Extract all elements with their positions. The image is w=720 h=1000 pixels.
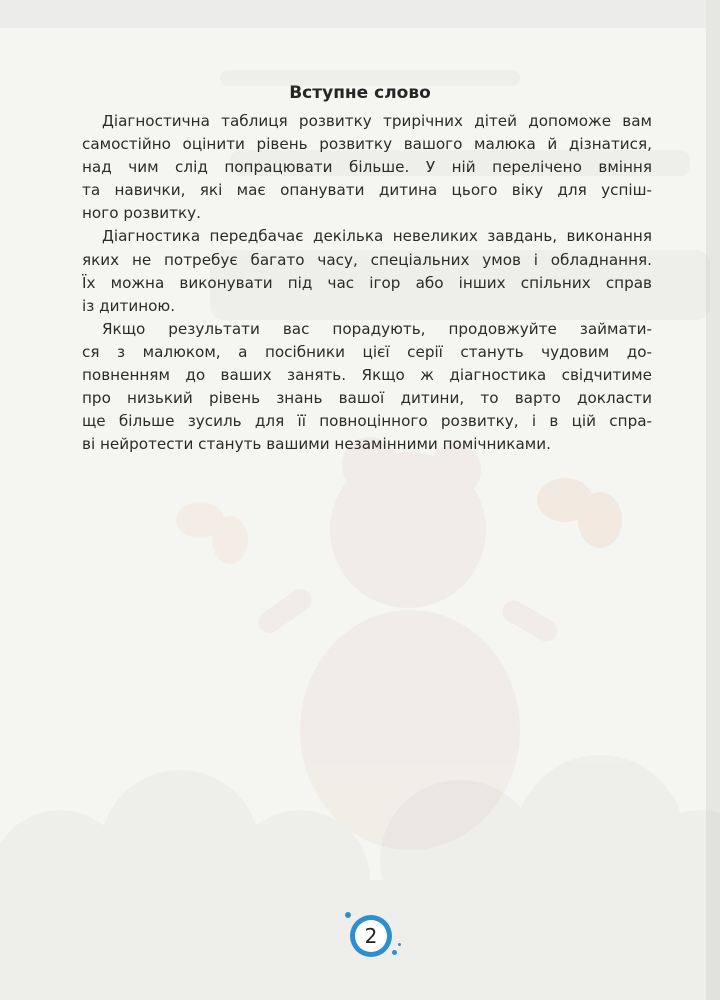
body-text xyxy=(82,110,652,456)
text-line: Діагностична таблиця розвитку трирічних дітей допоможе вам xyxy=(102,112,652,130)
text-line: ся з малюком, а посібники цієї серії стануть чудовим до- xyxy=(82,342,652,361)
text-line: із дитиною. xyxy=(82,296,176,315)
page-number-badge-inner xyxy=(355,920,387,952)
faded-figure xyxy=(254,437,561,850)
faded-butterfly-left xyxy=(176,502,248,564)
decorative-dot xyxy=(345,912,351,918)
decorative-dot xyxy=(392,950,397,955)
page-number-badge xyxy=(350,915,392,957)
text-line: ще більше зусиль для її повноцінного розвитку, і в цій спра- xyxy=(82,412,652,431)
faded-butterfly-right xyxy=(537,478,622,548)
text-line: та навички, які має опанувати дитина цього віку для успіш- xyxy=(82,181,652,200)
page-title: Вступне слово xyxy=(289,83,431,103)
text-line: ві нейротести стануть вашими незамінними помічниками. xyxy=(82,435,551,454)
text-line: Діагностика передбачає декілька невеликих завдань, виконання xyxy=(102,227,652,246)
text-line: яких не потребує багато часу, спеціальних умов і обладнання. xyxy=(82,250,652,269)
text-line: над чим слід попрацювати більше. У ній перелічено вміння xyxy=(82,158,652,177)
text-line: ного розвитку. xyxy=(82,204,201,223)
decorative-dot xyxy=(398,943,401,946)
text-line: про низький рівень знань вашої дитини, то варто докласти xyxy=(82,389,652,408)
text-line: повненням до ваших занять. Якщо ж діагностика свідчитиме xyxy=(82,366,652,385)
page-number: 2 xyxy=(364,924,378,948)
text-line: самостійно оцінити рівень розвитку вашого малюка й дізнатися, xyxy=(82,135,652,154)
text-line: Якщо результати вас порадують, продовжуйте займати- xyxy=(102,319,652,338)
text-line: Їх можна виконувати під час ігор або інших спільних справ xyxy=(82,273,652,292)
